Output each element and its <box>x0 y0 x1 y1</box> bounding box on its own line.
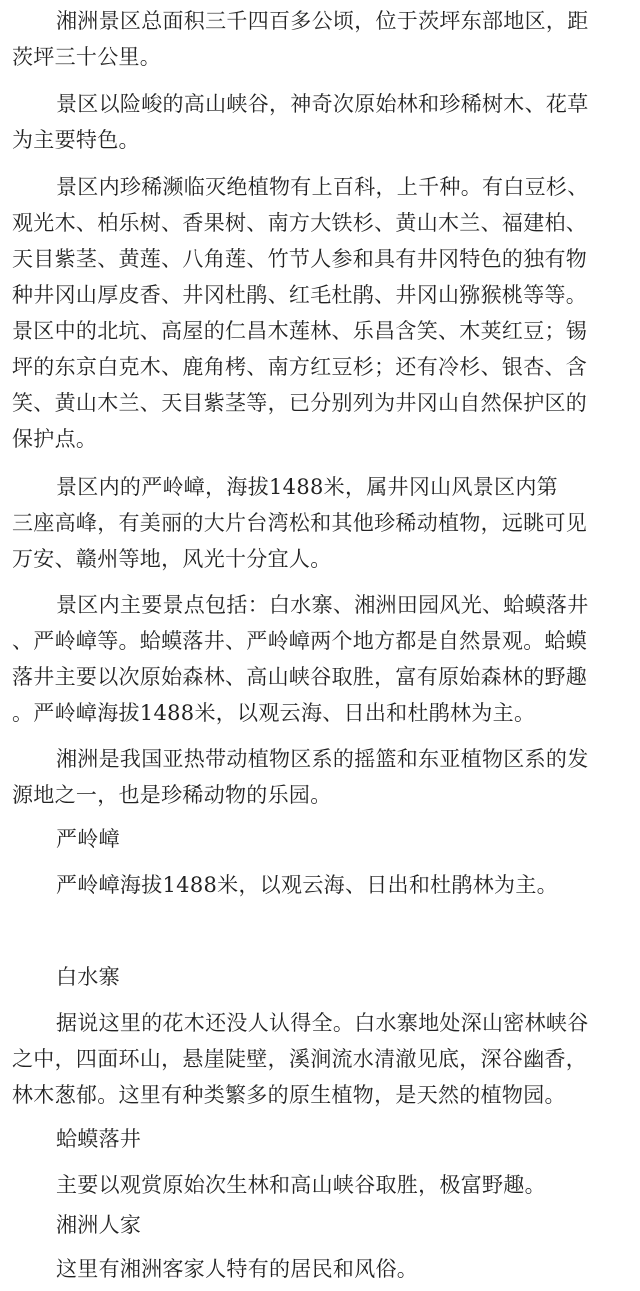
text-line: 主要以观赏原始次生林和高山峡谷取胜，极富野趣。 <box>56 1173 546 1197</box>
text-line: 湘洲景区总面积三千四百多公顷，位于茨坪东部地区，距 <box>56 9 589 33</box>
section-heading: 蛤蟆落井 <box>56 1127 142 1151</box>
text-line: 万安、赣州等地，风光十分宜人。 <box>12 547 332 571</box>
text-line: 之中，四面环山，悬崖陡壁，溪涧流水清澈见底，深谷幽香， <box>12 1047 588 1071</box>
text-line: 源地之一，也是珍稀动物的乐园。 <box>12 783 332 807</box>
text-line: 为主要特色。 <box>12 128 140 152</box>
text-line: 景区内的严岭嶂，海拔1488米，属井冈山风景区内第 <box>56 475 558 499</box>
text-line: 三座高峰，有美丽的大片台湾松和其他珍稀动植物，远眺可见 <box>12 511 588 535</box>
text-line: 这里有湘洲客家人特有的居民和风俗。 <box>56 1257 419 1281</box>
text-line: 落井主要以次原始森林、高山峡谷取胜，富有原始森林的野趣 <box>12 665 588 689</box>
text-line: 严岭嶂海拔1488米，以观云海、日出和杜鹃林为主。 <box>56 873 558 897</box>
text-line: 景区以险峻的高山峡谷，神奇次原始林和珍稀树木、花草 <box>56 92 589 116</box>
text-line: 笑、黄山木兰、天目紫茎等，已分别列为井冈山自然保护区的 <box>12 391 588 415</box>
text-line: 观光木、柏乐树、香果树、南方大铁杉、黄山木兰、福建柏、 <box>12 211 588 235</box>
text-line: 天目紫茎、黄莲、八角莲、竹节人参和具有井冈特色的独有物 <box>12 247 588 271</box>
text-line: 据说这里的花木还没人认得全。白水寨地处深山密林峡谷 <box>56 1011 589 1035</box>
text-line: 茨坪三十公里。 <box>12 45 162 69</box>
text-line: 景区内珍稀濒临灭绝植物有上百科，上千种。有白豆杉、 <box>56 175 589 199</box>
text-line: 景区内主要景点包括：白水寨、湘洲田园风光、蛤蟆落井 <box>56 593 589 617</box>
text-line: 保护点。 <box>12 427 98 451</box>
text-line: 林木葱郁。这里有种类繁多的原生植物，是天然的植物园。 <box>12 1083 566 1107</box>
text-line: 、严岭嶂等。蛤蟆落井、严岭嶂两个地方都是自然景观。蛤蟆 <box>12 629 588 653</box>
section-heading: 湘洲人家 <box>56 1213 142 1237</box>
text-line: 。严岭嶂海拔1488米，以观云海、日出和杜鹃林为主。 <box>12 701 536 725</box>
text-line: 景区中的北坑、高屋的仁昌木莲林、乐昌含笑、木荚红豆；锡 <box>12 319 588 343</box>
text-line: 种井冈山厚皮香、井冈杜鹃、红毛杜鹃、井冈山猕猴桃等等。 <box>12 283 588 307</box>
section-heading: 严岭嶂 <box>56 827 120 851</box>
section-heading: 白水寨 <box>56 965 120 989</box>
text-line: 湘洲是我国亚热带动植物区系的摇篮和东亚植物区系的发 <box>56 747 589 771</box>
text-line: 坪的东京白克木、鹿角栲、南方红豆杉；还有冷杉、银杏、含 <box>12 355 588 379</box>
